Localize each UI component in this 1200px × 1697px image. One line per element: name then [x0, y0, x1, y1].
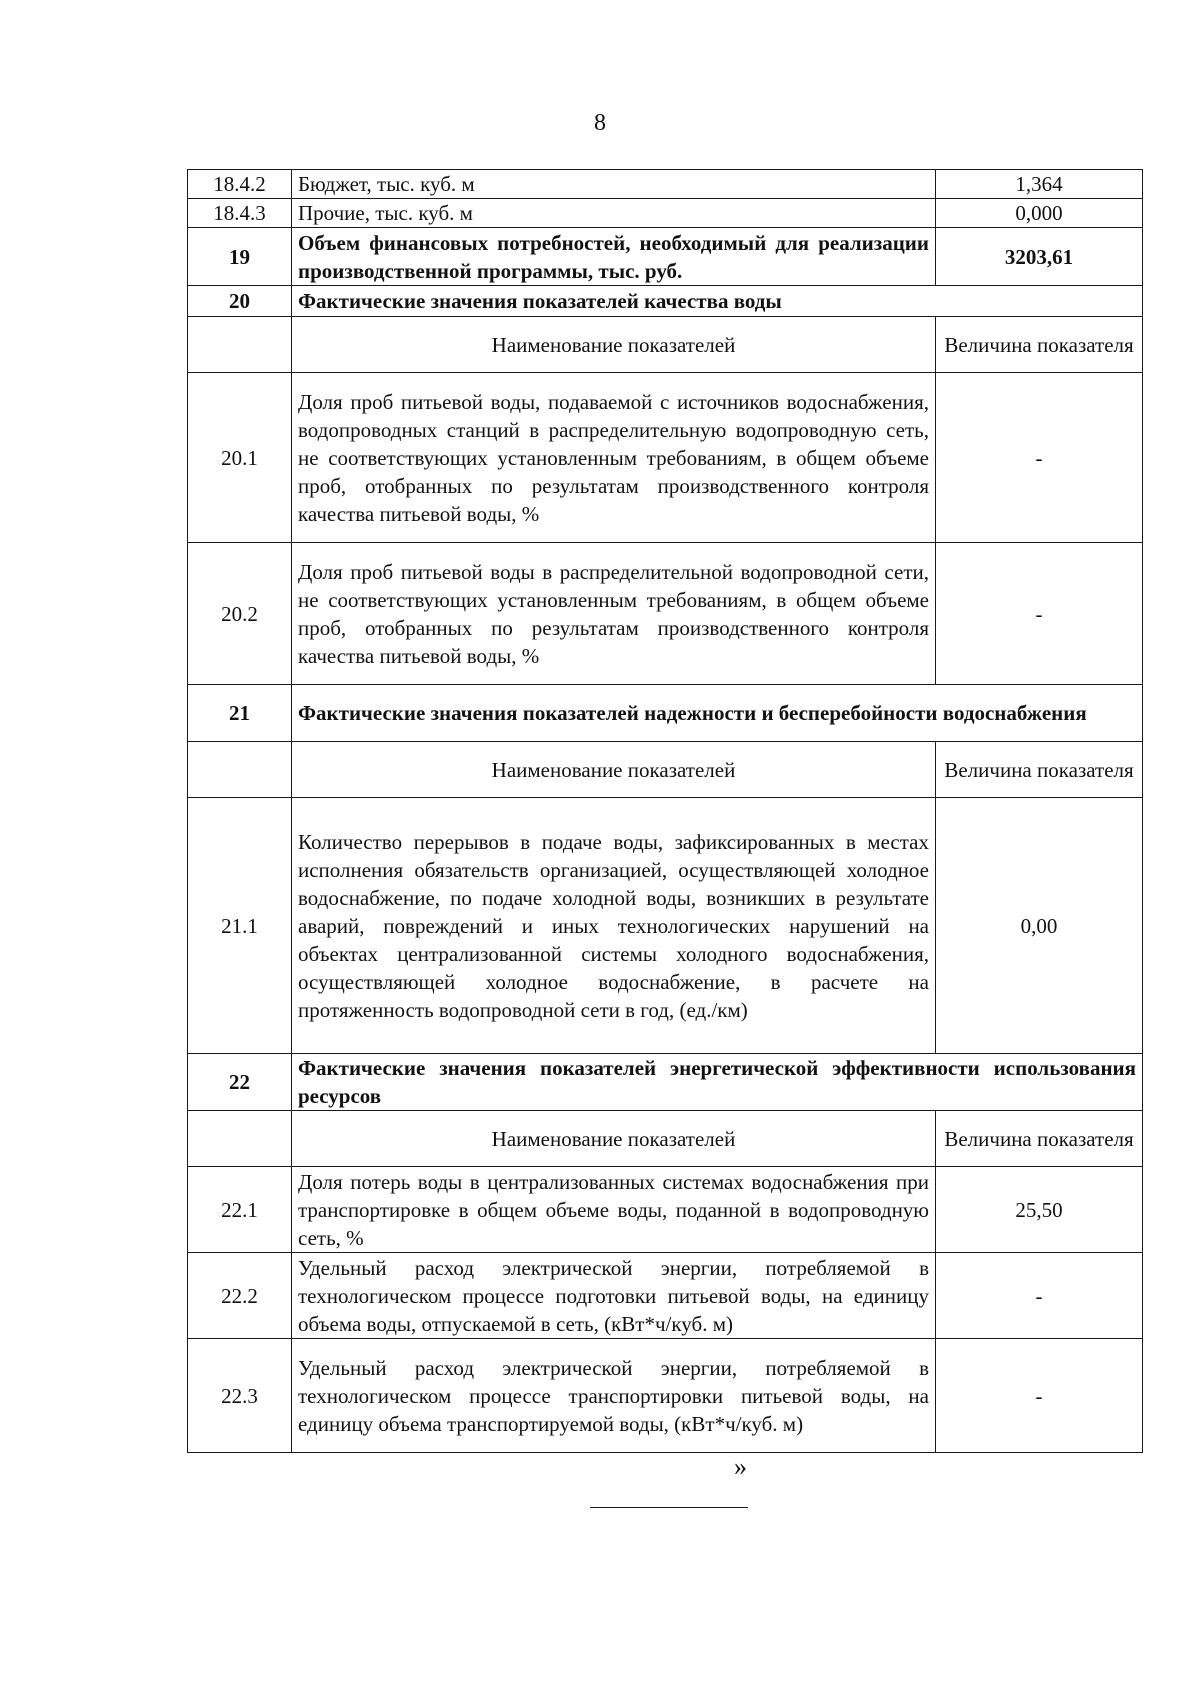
empty-cell — [188, 1111, 292, 1167]
header-value: Величина показателя — [936, 317, 1143, 373]
header-name: Наименование показателей — [292, 317, 936, 373]
section-number: 22 — [188, 1054, 292, 1111]
row-value: 0,000 — [936, 199, 1143, 228]
empty-cell — [188, 317, 292, 373]
row-text: Доля потерь воды в централизованных системах водоснабжения при транспортировке в общем объеме воды, поданной в водопроводную сеть, % — [292, 1167, 936, 1253]
closing-quote: » — [734, 1452, 747, 1481]
table-row — [188, 199, 1143, 228]
row-value: 1,364 — [936, 170, 1143, 199]
header-name: Наименование показателей — [292, 1111, 936, 1167]
header-value: Величина показателя — [936, 742, 1143, 798]
section-number: 21 — [188, 685, 292, 742]
row-number: 21.1 — [188, 798, 292, 1054]
row-value: - — [936, 373, 1143, 543]
row-value: 0,00 — [936, 798, 1143, 1054]
page-number: 8 — [594, 110, 606, 136]
row-number: 19 — [188, 228, 292, 286]
section-row-21 — [188, 685, 1143, 742]
section-title: Фактические значения показателей качества воды — [292, 286, 1143, 317]
header-value: Величина показателя — [936, 1111, 1143, 1167]
row-text: Удельный расход электрической энергии, потребляемой в технологическом процессе транспортировки питьевой воды, на единицу объема транспортируемой воды, (кВт*ч/куб. м) — [292, 1339, 936, 1453]
row-value: - — [936, 1253, 1143, 1339]
section-number: 20 — [188, 286, 292, 317]
table-row — [188, 373, 1143, 543]
row-text: Объем финансовых потребностей, необходимый для реализации производственной программы, тыс. руб. — [292, 228, 936, 286]
section-title: Фактические значения показателей энергетической эффективности использования ресурсов — [292, 1054, 1143, 1111]
row-number: 20.1 — [188, 373, 292, 543]
row-text: Удельный расход электрической энергии, потребляемой в технологическом процессе подготовки питьевой воды, на единицу объема воды, отпускаемой в сеть, (кВт*ч/куб. м) — [292, 1253, 936, 1339]
row-text: Доля проб питьевой воды в распределительной водопроводной сети, не соответствующих установленным требованиям, в общем объеме проб, отобранных по результатам производственного контроля качества питьевой воды, % — [292, 543, 936, 685]
table-row — [188, 1167, 1143, 1253]
row-number: 18.4.3 — [188, 199, 292, 228]
table-row — [188, 1253, 1143, 1339]
empty-cell — [188, 742, 292, 798]
column-header-row — [188, 1111, 1143, 1167]
production-program-table — [187, 169, 1143, 1453]
row-text: Прочие, тыс. куб. м — [292, 199, 936, 228]
section-row-22 — [188, 1054, 1143, 1111]
column-header-row — [188, 317, 1143, 373]
section-title: Фактические значения показателей надежности и бесперебойности водоснабжения — [292, 685, 1143, 742]
header-name: Наименование показателей — [292, 742, 936, 798]
table-row — [188, 1339, 1143, 1453]
row-number: 22.3 — [188, 1339, 292, 1453]
table-row — [188, 798, 1143, 1054]
end-divider — [590, 1507, 748, 1508]
row-value: - — [936, 1339, 1143, 1453]
table-row — [188, 170, 1143, 199]
row-value: - — [936, 543, 1143, 685]
row-number: 20.2 — [188, 543, 292, 685]
row-value: 3203,61 — [936, 228, 1143, 286]
row-text: Доля проб питьевой воды, подаваемой с источников водоснабжения, водопроводных станций в распределительную водопроводную сеть, не соответствующих установленным требованиям, в общем объеме проб, отобранных по результатам производственного контроля качества питьевой воды, % — [292, 373, 936, 543]
row-number: 22.1 — [188, 1167, 292, 1253]
row-text: Бюджет, тыс. куб. м — [292, 170, 936, 199]
table-row — [188, 228, 1143, 286]
table-row — [188, 543, 1143, 685]
row-text: Количество перерывов в подаче воды, зафиксированных в местах исполнения обязательств организацией, осуществляющей холодное водоснабжение, по подаче холодной воды, возникших в результате аварий, повреждений и иных технологических нарушений на объектах централизованной системы холодного водоснабжения, осуществляющей холодное водоснабжение, в расчете на протяженность водопроводной сети в год, (ед./км) — [292, 798, 936, 1054]
row-value: 25,50 — [936, 1167, 1143, 1253]
row-number: 18.4.2 — [188, 170, 292, 199]
row-number: 22.2 — [188, 1253, 292, 1339]
column-header-row — [188, 742, 1143, 798]
section-row-20 — [188, 286, 1143, 317]
